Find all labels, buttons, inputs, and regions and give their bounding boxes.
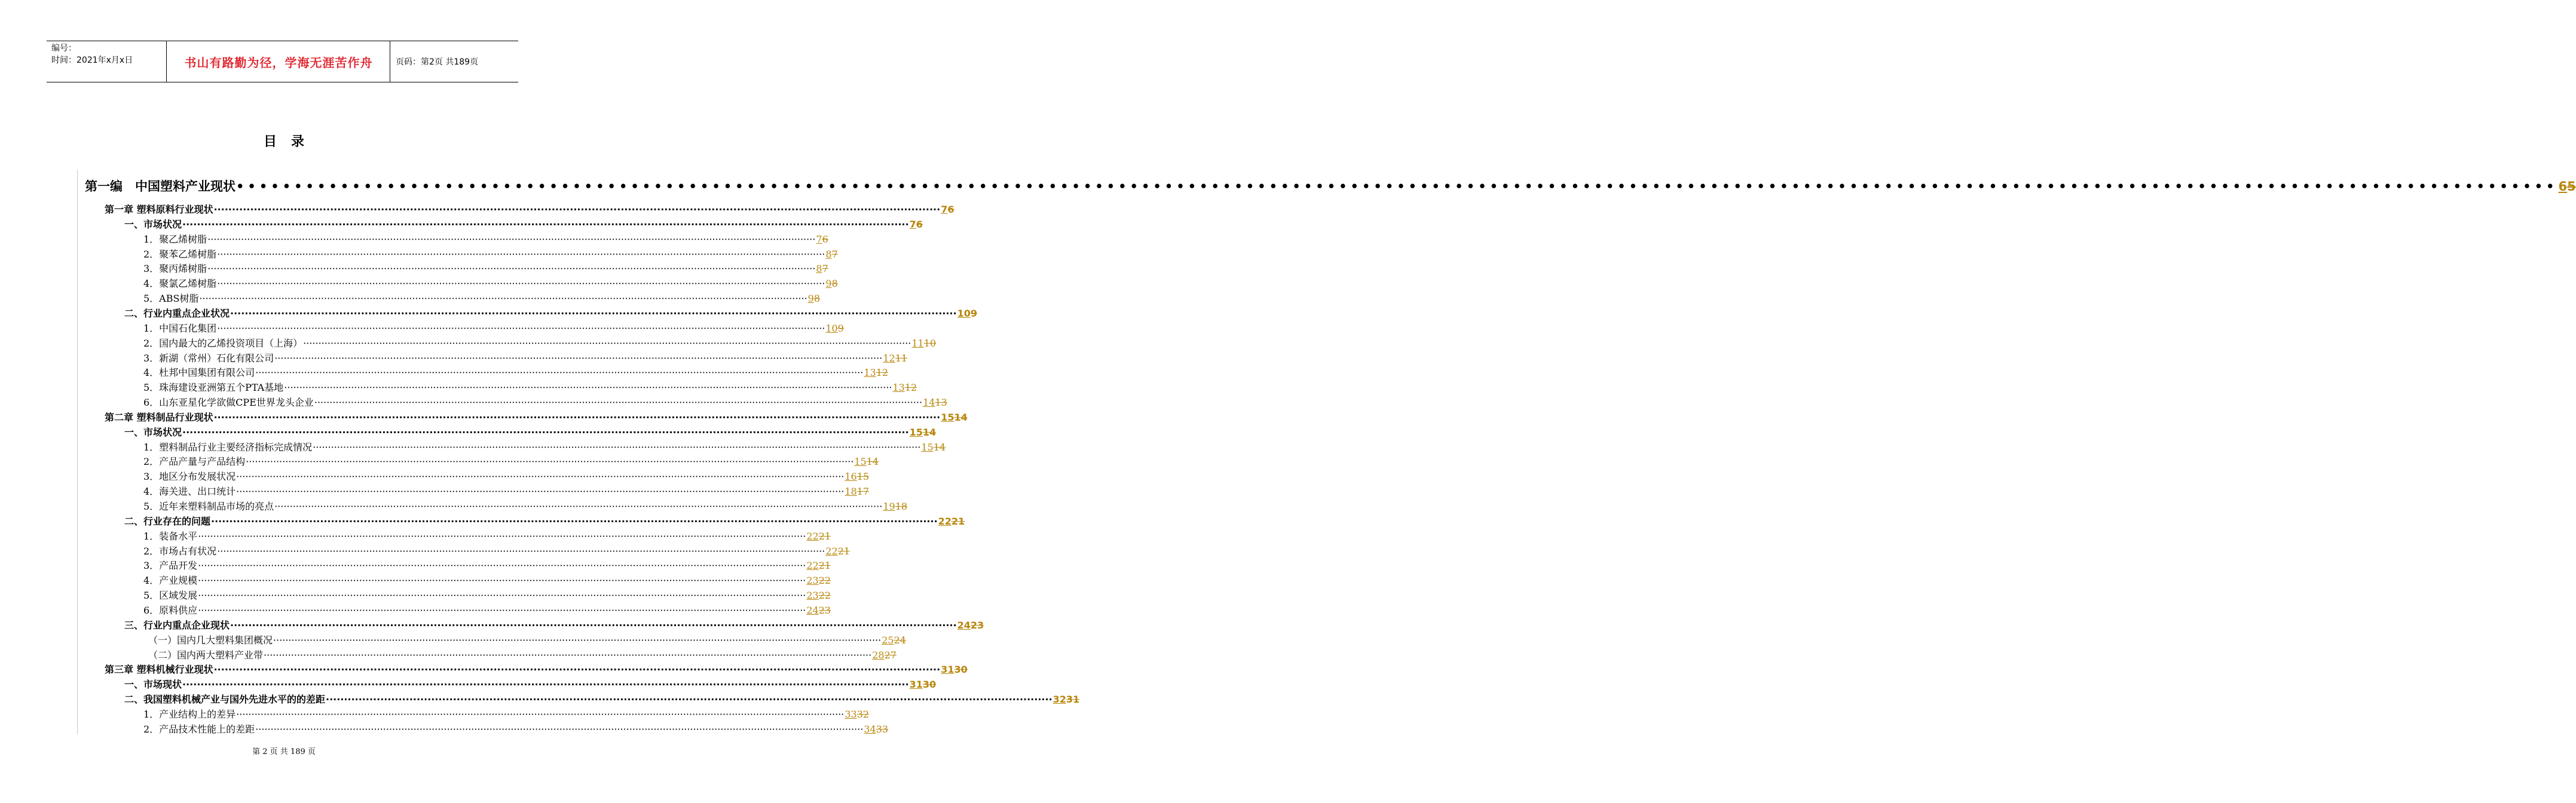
toc-leader-dots: ········································································································································································································ bbox=[198, 530, 806, 542]
toc-entry[interactable] bbox=[143, 603, 831, 617]
page-number-old: 30 bbox=[922, 679, 937, 691]
header-page-info: 页码：第2页 共189页 bbox=[396, 57, 479, 67]
toc-entry[interactable] bbox=[105, 410, 968, 424]
toc-page-number[interactable] bbox=[816, 263, 828, 274]
number-label: 编号： bbox=[51, 44, 77, 53]
toc-leader-dots: ········································································································································································································ bbox=[217, 545, 825, 557]
toc-page-number[interactable] bbox=[941, 412, 968, 423]
page-number-new: 15 bbox=[854, 456, 867, 468]
toc-entry[interactable] bbox=[124, 677, 937, 691]
toc-entry[interactable] bbox=[143, 351, 908, 364]
toc-entry-label: 2．市场占有状况 bbox=[143, 545, 217, 557]
page-number-old: 13 bbox=[935, 397, 947, 409]
page-number-old: 21 bbox=[837, 545, 850, 557]
toc-leader-dots: ········································································································································································································ bbox=[255, 723, 864, 735]
toc-entry[interactable] bbox=[143, 261, 828, 275]
page-number-new: 9 bbox=[825, 278, 832, 290]
toc-entry-label: 5．ABS树脂 bbox=[143, 293, 199, 305]
toc-leader-dots: ········································································································································································································ bbox=[274, 352, 883, 364]
toc-page-number[interactable] bbox=[910, 427, 937, 438]
page-number-old: 22 bbox=[818, 590, 831, 602]
toc-leader-dots: ········································································································································································································ bbox=[198, 590, 806, 602]
toc-page-number[interactable] bbox=[921, 442, 946, 453]
page-number-old: 6 bbox=[947, 204, 954, 215]
toc-page-number[interactable] bbox=[845, 709, 869, 720]
toc-entry[interactable] bbox=[143, 484, 870, 498]
toc-page-number[interactable] bbox=[957, 308, 977, 319]
toc-entry[interactable] bbox=[143, 276, 838, 290]
toc-page-number[interactable] bbox=[864, 367, 888, 378]
toc-entry[interactable] bbox=[143, 232, 828, 246]
toc-page-number[interactable] bbox=[1053, 694, 1080, 705]
toc-leader-dots: ········································································································································································································ bbox=[273, 634, 882, 646]
page-number-new: 18 bbox=[845, 486, 857, 498]
toc-page-number[interactable] bbox=[883, 501, 907, 512]
toc-entry-label: 第二章 塑料制品行业现状 bbox=[105, 411, 213, 423]
toc-leader-dots: ········································································································································································································ bbox=[217, 248, 825, 260]
header-meta bbox=[51, 42, 166, 66]
toc-page-number[interactable] bbox=[941, 204, 954, 215]
page-number-old: 6 bbox=[916, 218, 923, 230]
page-number-old: 9 bbox=[970, 307, 978, 319]
toc-entry[interactable] bbox=[143, 336, 937, 350]
page-number-old: 6 bbox=[822, 233, 828, 245]
toc-entry[interactable] bbox=[143, 499, 908, 513]
page-number-new: 6 bbox=[2558, 179, 2568, 194]
toc-leader-dots: ········································································································································································································ bbox=[198, 560, 806, 572]
toc-page-number[interactable] bbox=[825, 249, 837, 260]
page-number-new: 33 bbox=[845, 708, 857, 720]
page-number-old: 10 bbox=[923, 337, 937, 349]
page-number-new: 22 bbox=[806, 560, 819, 572]
toc-page-number[interactable] bbox=[882, 635, 906, 646]
toc-leader-dots: ········································································································································································································ bbox=[326, 694, 1053, 706]
page-number-old: 8 bbox=[831, 278, 838, 290]
toc-entry[interactable] bbox=[124, 692, 1080, 706]
toc-leader-dots: ········································································································································································································ bbox=[182, 426, 909, 438]
toc-entry[interactable] bbox=[148, 633, 906, 646]
page-number-old: 32 bbox=[856, 708, 870, 720]
toc-entry[interactable] bbox=[143, 395, 947, 409]
toc-page-number[interactable] bbox=[910, 219, 923, 230]
page-number-old: 30 bbox=[954, 664, 968, 676]
toc-entry-label: 4．海关进、出口统计 bbox=[143, 486, 236, 498]
page-number-new: 15 bbox=[941, 411, 954, 423]
toc-entry-label: 二、我国塑料机械产业与国外先进水平的的差距 bbox=[124, 694, 326, 706]
toc-page-number[interactable] bbox=[806, 590, 831, 601]
toc-entry-label: 3．聚丙烯树脂 bbox=[143, 263, 207, 275]
toc-leader-dots: ········································································································································································································ bbox=[182, 218, 909, 230]
toc-entry[interactable] bbox=[143, 440, 946, 453]
toc-entry-label: 1．聚乙烯树脂 bbox=[143, 233, 207, 245]
toc-entry[interactable] bbox=[143, 291, 821, 305]
toc-page-number[interactable] bbox=[825, 278, 837, 289]
toc-page-number[interactable] bbox=[825, 545, 850, 557]
toc-entry-label: 2．国内最大的乙烯投资项目（上海） bbox=[143, 337, 303, 349]
toc-entry-label: 一、市场状况 bbox=[124, 218, 182, 230]
toc-page-number[interactable] bbox=[806, 575, 831, 586]
toc-entry-label: 2．聚苯乙烯树脂 bbox=[143, 248, 217, 260]
toc-entry-label: 5．珠海建设亚洲第五个PTA基地 bbox=[143, 382, 284, 394]
toc-title bbox=[0, 131, 568, 150]
page-number-new: 24 bbox=[806, 604, 819, 616]
toc-entry[interactable] bbox=[143, 380, 917, 394]
page-number-new: 13 bbox=[864, 367, 876, 379]
toc-entry-label: 第三章 塑料机械行业现状 bbox=[105, 664, 213, 676]
toc-entry-label: 1．塑料制品行业主要经济指标完成情况 bbox=[143, 441, 313, 453]
toc-leader-dots: ········································································································································································································ bbox=[264, 649, 872, 661]
toc-entry[interactable] bbox=[143, 365, 889, 379]
toc-entry-label: 1．装备水平 bbox=[143, 530, 198, 542]
toc-page-number[interactable] bbox=[806, 605, 831, 616]
toc-page-number[interactable] bbox=[845, 486, 869, 497]
page-number-new: 24 bbox=[957, 619, 971, 631]
toc-leader-dots: •••••••••••••••••••••••••••••••••••••••••••••••••••••••••••••••••••••••••••••••••••••••••••••••••••••••••••••••••••••••••••••••••••••••••••••••••••••••••••••••••••••••••••••••••••••••••••••••••••••••• bbox=[236, 179, 2558, 194]
toc-page-number[interactable] bbox=[957, 620, 984, 631]
toc-leader-dots: ········································································································································································································ bbox=[211, 515, 938, 527]
page-number-old: 21 bbox=[951, 515, 965, 527]
toc-entry-label: 2．产品技术性能上的差距 bbox=[143, 723, 255, 735]
toc-entry-label: 3．地区分布发展状况 bbox=[143, 471, 236, 483]
toc-entry[interactable] bbox=[124, 618, 984, 632]
toc-leader-dots: ········································································································································································································ bbox=[198, 575, 806, 587]
toc-entry[interactable] bbox=[143, 558, 831, 572]
toc-entry-label: 6．原料供应 bbox=[143, 604, 198, 616]
toc-page-number[interactable] bbox=[923, 397, 947, 408]
toc-entry[interactable] bbox=[143, 529, 831, 543]
page-number-old: 9 bbox=[837, 322, 844, 334]
page-number-new: 31 bbox=[941, 664, 954, 676]
page-number-new: 8 bbox=[825, 248, 832, 260]
toc-entry-label: 6．山东亚星化学欲做CPE世界龙头企业 bbox=[143, 397, 314, 409]
page-number-new: 15 bbox=[921, 441, 934, 453]
toc-entry-label: （一）国内几大塑料集团概况 bbox=[148, 634, 273, 646]
page-number-old: 31 bbox=[1066, 694, 1080, 706]
toc-entry-label: 二、行业存在的问题 bbox=[124, 515, 211, 527]
toc-page-number[interactable] bbox=[893, 382, 917, 393]
toc-leader-dots: ········································································································································································································ bbox=[284, 382, 892, 394]
page-number-new: 25 bbox=[882, 634, 894, 646]
page-number-new: 12 bbox=[883, 352, 895, 364]
margin-line bbox=[77, 170, 78, 734]
toc-entry-label: 4．杜邦中国集团有限公司 bbox=[143, 367, 255, 379]
page-number-old: 15 bbox=[856, 471, 870, 483]
toc-entry[interactable] bbox=[105, 202, 954, 216]
page-number-old: 12 bbox=[876, 367, 889, 379]
toc-entry-label: 3．产品开发 bbox=[143, 560, 198, 572]
page-number-new: 22 bbox=[806, 530, 819, 542]
toc-entry-label: 第一章 塑料原料行业现状 bbox=[105, 204, 213, 215]
toc-entry-label: 2．产品产量与产品结构 bbox=[143, 456, 246, 468]
toc-leader-dots: ········································································································································································································ bbox=[274, 501, 883, 512]
toc-entry-label: 三、行业内重点企业现状 bbox=[124, 619, 230, 631]
page-footer: 第 2 页 共 189 页 bbox=[252, 747, 316, 756]
toc-page-number[interactable] bbox=[816, 234, 828, 245]
page-number-new: 15 bbox=[909, 426, 923, 438]
page-number-old: 23 bbox=[970, 619, 984, 631]
toc-leader-dots: ········································································································································································································ bbox=[236, 471, 845, 483]
toc-entry[interactable] bbox=[143, 454, 879, 468]
page-number-new: 31 bbox=[909, 679, 923, 691]
toc-page-number[interactable] bbox=[883, 353, 907, 364]
toc-page-number[interactable] bbox=[2558, 179, 2575, 194]
toc-entry[interactable] bbox=[143, 321, 844, 335]
header-motto: 书山有路勤为径，学海无涯苦作舟 bbox=[184, 55, 373, 70]
page-number-old: 12 bbox=[904, 382, 917, 394]
toc-entry[interactable] bbox=[143, 722, 889, 735]
page-number-new: 14 bbox=[923, 397, 935, 409]
page-number-old: 14 bbox=[933, 441, 946, 453]
toc-leader-dots: ········································································································································································································ bbox=[182, 679, 909, 691]
page-number-new: 28 bbox=[872, 649, 885, 661]
toc-leader-dots: ········································································································································································································ bbox=[217, 322, 825, 334]
toc-entry[interactable] bbox=[143, 588, 831, 602]
toc-page-number[interactable] bbox=[864, 724, 888, 735]
page-number-new: 34 bbox=[864, 723, 876, 735]
page-number-old: 17 bbox=[856, 486, 870, 498]
page-number-new: 7 bbox=[941, 204, 948, 215]
toc-leader-dots: ········································································································································································································ bbox=[217, 278, 825, 290]
toc-entry-label: 4．产业规模 bbox=[143, 575, 198, 587]
toc-entry[interactable] bbox=[85, 177, 2576, 195]
toc-page-number[interactable] bbox=[910, 679, 937, 690]
toc-leader-dots: ········································································································································································································ bbox=[207, 233, 816, 245]
toc-leader-dots: ········································································································································································································ bbox=[199, 293, 807, 305]
toc-leader-dots: ········································································································································································································ bbox=[213, 664, 941, 676]
toc-page-number[interactable] bbox=[806, 531, 831, 542]
page-number-new: 22 bbox=[825, 545, 838, 557]
page-number-new: 32 bbox=[1053, 694, 1066, 706]
page-number-new: 19 bbox=[883, 501, 895, 512]
toc-entry[interactable] bbox=[143, 247, 838, 260]
toc-entry-label: 1．中国石化集团 bbox=[143, 322, 217, 334]
toc-page-number[interactable] bbox=[854, 456, 879, 467]
page-number-old: 11 bbox=[895, 352, 908, 364]
page-number-old: 33 bbox=[876, 723, 889, 735]
page-number-old: 18 bbox=[895, 501, 908, 512]
title-char: 录 bbox=[291, 134, 305, 149]
page-number-new: 7 bbox=[909, 218, 916, 230]
toc-entry[interactable] bbox=[124, 514, 965, 528]
page-number-old: 8 bbox=[813, 293, 821, 305]
time-label: 时间：2021年x月x日 bbox=[51, 56, 133, 65]
toc-page-number[interactable] bbox=[808, 293, 820, 304]
page-number-new: 9 bbox=[807, 293, 814, 305]
toc-entry-label: （二）国内两大塑料产业带 bbox=[148, 649, 264, 661]
toc-entry-label: 5．区域发展 bbox=[143, 590, 198, 602]
page-number-old: 21 bbox=[818, 560, 831, 572]
page-number-new: 13 bbox=[892, 382, 905, 394]
page-number-new: 8 bbox=[816, 263, 822, 275]
page-number-old: 14 bbox=[922, 426, 937, 438]
page-number-new: 7 bbox=[816, 233, 822, 245]
toc-entry-label: 5．近年来塑料制品市场的亮点 bbox=[143, 501, 274, 512]
toc-page-number[interactable] bbox=[872, 649, 897, 661]
toc-entry-label: 一、市场状况 bbox=[124, 426, 182, 438]
toc-leader-dots: ········································································································································································································ bbox=[213, 204, 941, 215]
toc-leader-dots: ········································································································································································································ bbox=[303, 337, 911, 349]
page-number-old: 14 bbox=[954, 411, 968, 423]
toc-entry-label: 第一编 中国塑料产业现状 bbox=[85, 179, 235, 194]
page-number-new: 11 bbox=[911, 337, 924, 349]
toc-entry[interactable] bbox=[148, 648, 897, 661]
toc-leader-dots: ········································································································································································································ bbox=[255, 367, 864, 379]
toc-entry[interactable] bbox=[143, 469, 870, 483]
toc-page-number[interactable] bbox=[938, 516, 965, 527]
toc-entry[interactable] bbox=[124, 425, 937, 439]
toc-leader-dots: ········································································································································································································ bbox=[198, 604, 806, 616]
toc-page-number[interactable] bbox=[806, 560, 831, 571]
toc-leader-dots: ········································································································································································································ bbox=[314, 397, 923, 409]
toc-page-number[interactable] bbox=[845, 471, 869, 482]
toc-leader-dots: ········································································································································································································ bbox=[236, 708, 845, 720]
toc-entry-label: 一、市场现状 bbox=[124, 679, 182, 691]
toc-leader-dots: ········································································································································································································ bbox=[230, 619, 957, 631]
toc-leader-dots: ········································································································································································································ bbox=[207, 263, 816, 275]
page-number-old: 14 bbox=[866, 456, 879, 468]
toc-page-number[interactable] bbox=[825, 323, 844, 334]
toc-entry[interactable] bbox=[143, 573, 831, 587]
toc-entry[interactable] bbox=[124, 217, 923, 231]
toc-entry[interactable] bbox=[143, 707, 870, 721]
toc-page-number[interactable] bbox=[911, 338, 936, 349]
title-char: 目 bbox=[263, 134, 277, 149]
page-number-old: 27 bbox=[884, 649, 897, 661]
toc-entry-label: 3．新湖（常州）石化有限公司 bbox=[143, 352, 274, 364]
page-number-new: 23 bbox=[806, 590, 819, 602]
page-number-old: 5 bbox=[2567, 179, 2576, 194]
toc-entry[interactable] bbox=[105, 662, 968, 676]
page-number-old: 7 bbox=[822, 263, 828, 275]
page-number-old: 7 bbox=[831, 248, 838, 260]
toc-leader-dots: ········································································································································································································ bbox=[236, 486, 845, 498]
toc-entry[interactable] bbox=[124, 306, 978, 320]
toc-entry-label: 4．聚氯乙烯树脂 bbox=[143, 278, 217, 290]
page-number-new: 10 bbox=[825, 322, 838, 334]
toc-leader-dots: ········································································································································································································ bbox=[246, 456, 854, 468]
toc-entry[interactable] bbox=[143, 544, 850, 557]
toc-leader-dots: ········································································································································································································ bbox=[213, 411, 941, 423]
toc-entry-label: 二、行业内重点企业状况 bbox=[124, 307, 230, 319]
header-divider bbox=[166, 41, 167, 82]
toc-leader-dots: ········································································································································································································ bbox=[313, 441, 921, 453]
document-header bbox=[47, 41, 518, 82]
page-number-old: 23 bbox=[818, 604, 831, 616]
page-number-old: 22 bbox=[818, 575, 831, 587]
page-number-old: 21 bbox=[818, 530, 831, 542]
page-number-new: 16 bbox=[845, 471, 857, 483]
page-number-old: 24 bbox=[894, 634, 906, 646]
toc-page-number[interactable] bbox=[941, 664, 968, 675]
toc-entry-label: 1．产业结构上的差异 bbox=[143, 708, 236, 720]
page-number-new: 10 bbox=[957, 307, 971, 319]
page-number-new: 22 bbox=[938, 515, 952, 527]
toc-leader-dots: ········································································································································································································ bbox=[230, 307, 957, 319]
page-number-new: 23 bbox=[806, 575, 819, 587]
